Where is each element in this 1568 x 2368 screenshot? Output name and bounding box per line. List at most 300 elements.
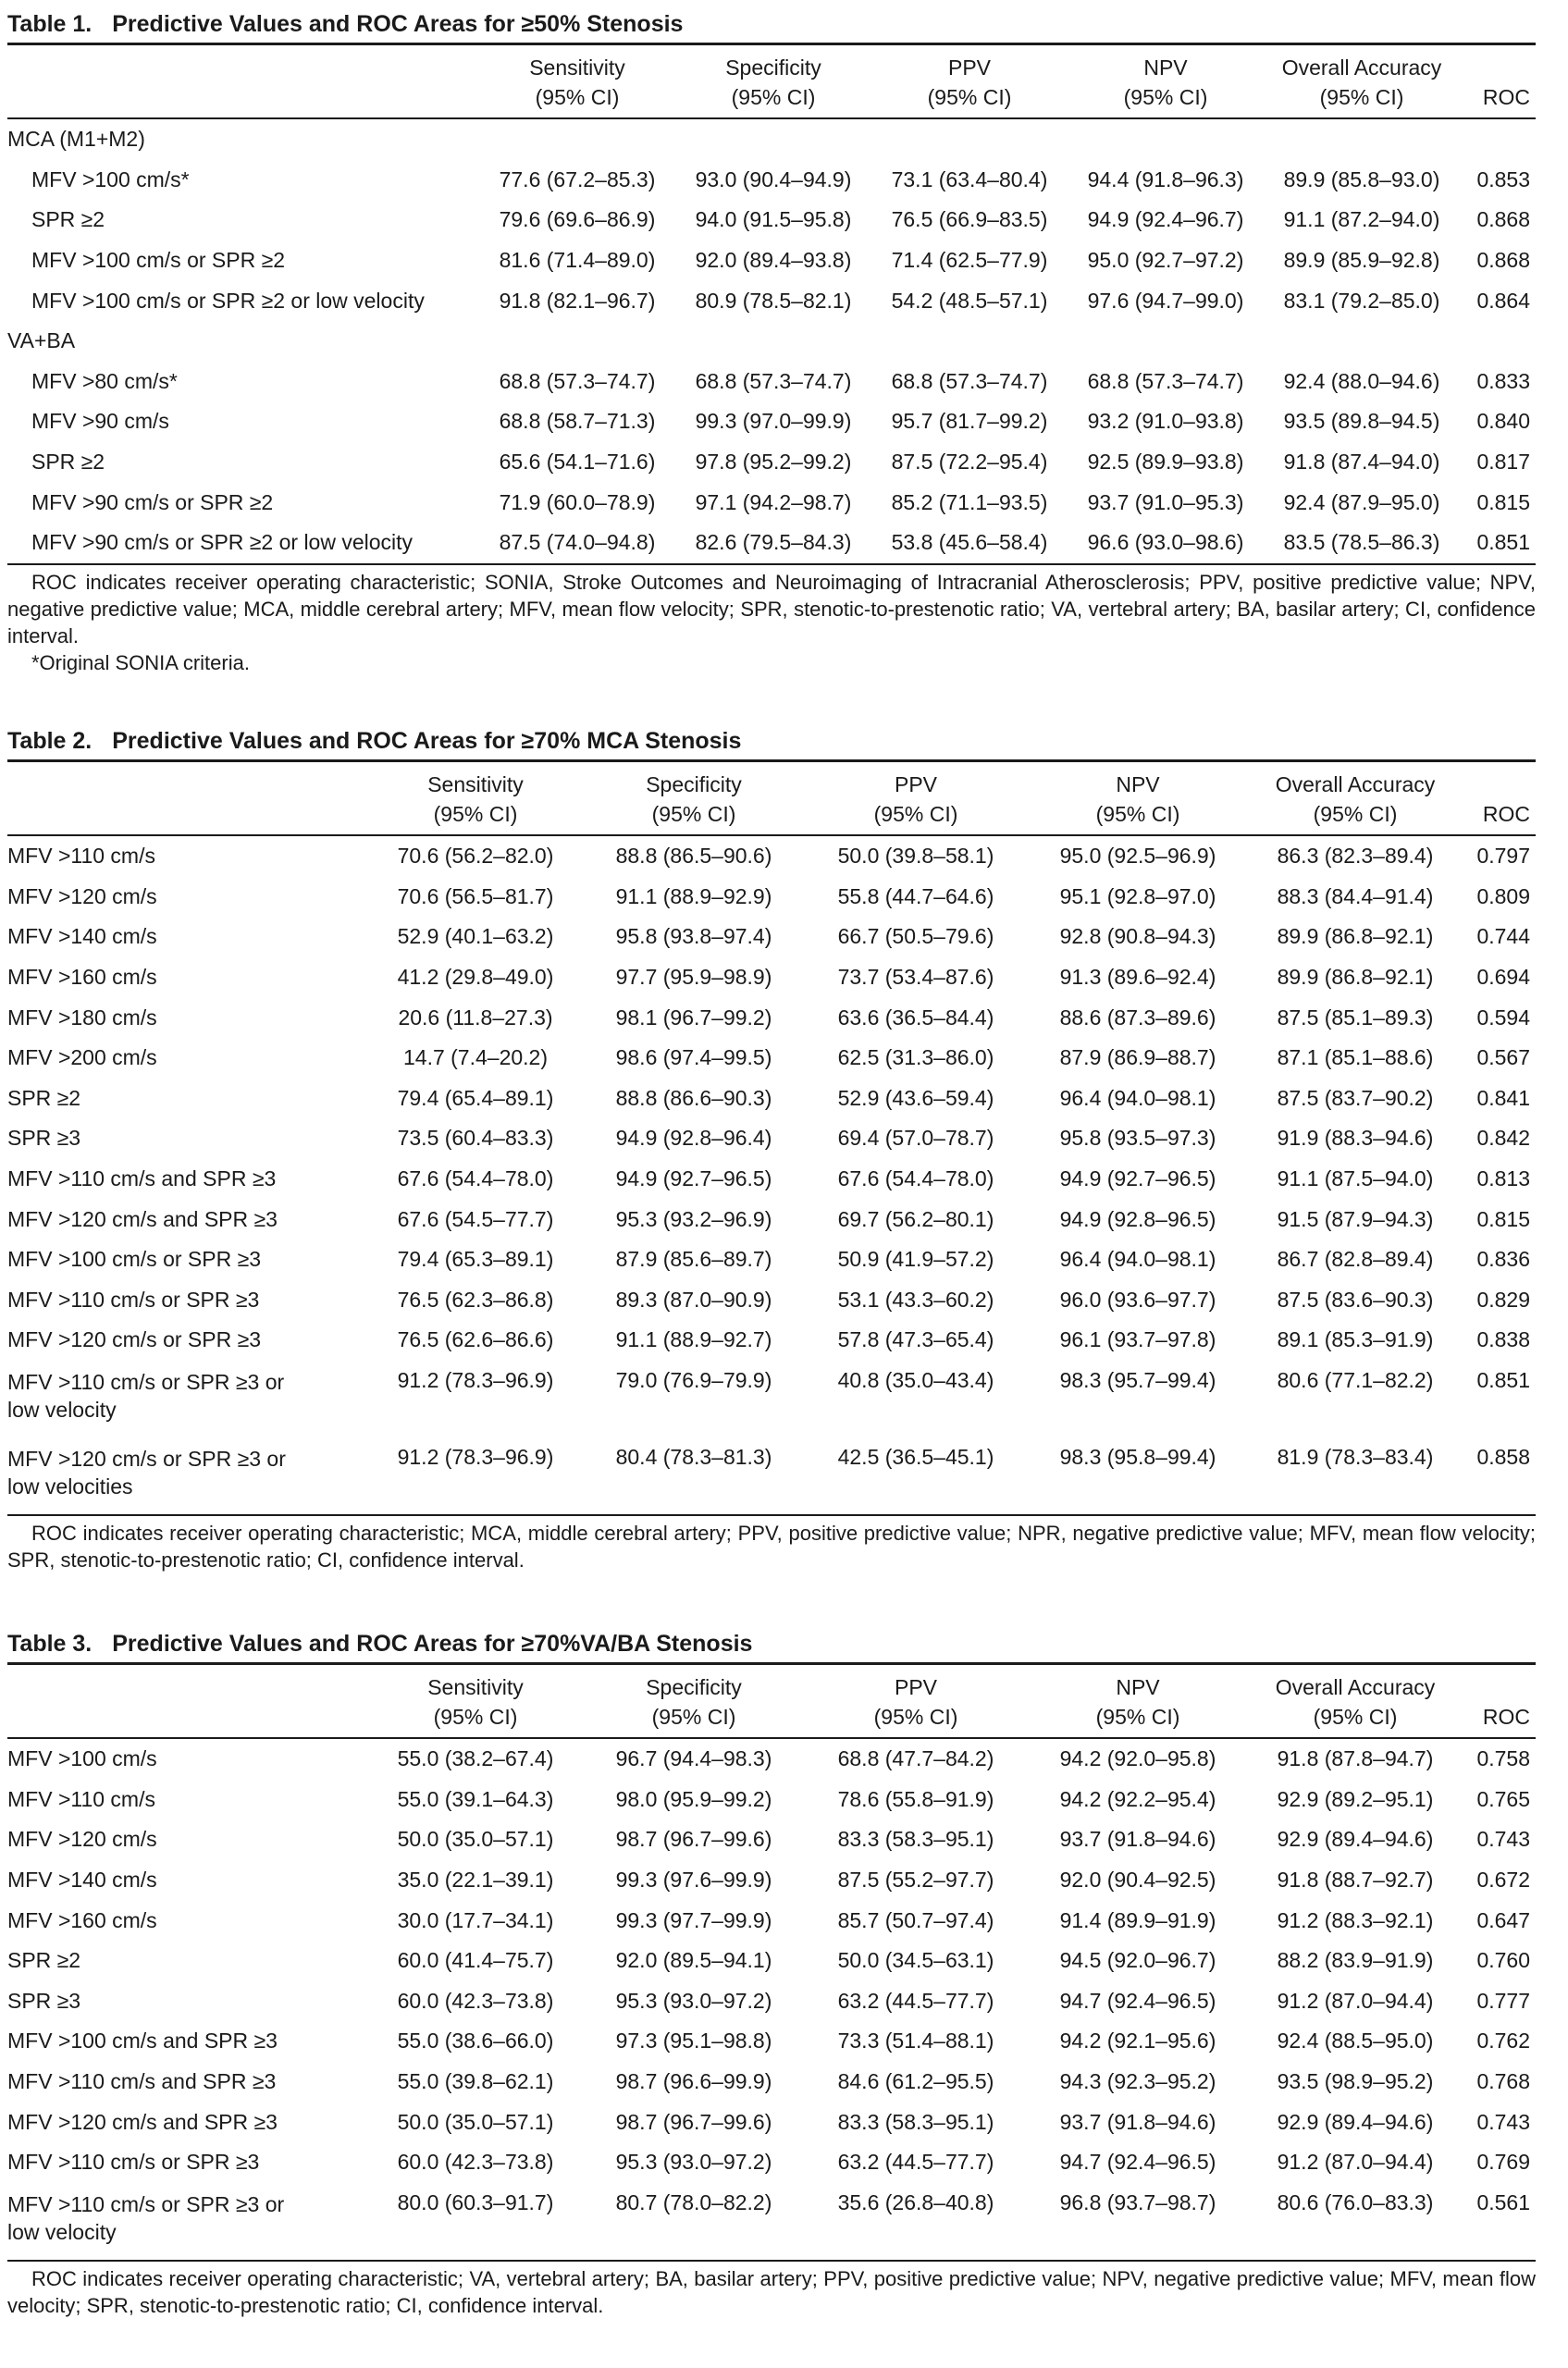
- value-cell: 95.8 (93.8–97.4): [615, 924, 772, 949]
- value-cell: 97.6 (94.7–99.0): [1087, 288, 1244, 313]
- value-cell: 88.8 (86.5–90.6): [615, 844, 772, 869]
- column-name: NPV: [1116, 1675, 1160, 1699]
- roc-cell: 0.851: [1476, 530, 1530, 555]
- value-cell: 52.9 (43.6–59.4): [837, 1085, 994, 1110]
- value-cell: 66.7 (50.5–79.6): [837, 924, 994, 949]
- value-cell: 84.6 (61.2–95.5): [837, 2069, 994, 2094]
- column-header: [675, 45, 871, 118]
- column-name: Sensitivity: [529, 56, 625, 80]
- value-cell: 88.6 (87.3–89.6): [1059, 1005, 1216, 1030]
- column-header: [368, 762, 583, 835]
- table-row: [7, 2183, 1536, 2260]
- header-blank: [7, 1665, 368, 1738]
- value-cell: 83.1 (79.2–85.0): [1283, 288, 1440, 313]
- value-cell: 94.7 (92.4–96.5): [1059, 2150, 1216, 2175]
- column-subtitle: (95% CI): [535, 85, 620, 109]
- table-row: [7, 2021, 1536, 2062]
- value-cell: 79.4 (65.3–89.1): [397, 1247, 554, 1272]
- table-row: [7, 1038, 1536, 1079]
- table-row: [7, 2062, 1536, 2103]
- column-header: [805, 762, 1027, 835]
- value-cell: 71.4 (62.5–77.9): [891, 248, 1048, 273]
- table-footnotes: [7, 2262, 1536, 2319]
- row-label: MFV >90 cm/s: [31, 409, 169, 434]
- table-row: [7, 1780, 1536, 1820]
- roc-cell: 0.815: [1476, 489, 1530, 514]
- column-subtitle: (95% CI): [873, 1705, 958, 1729]
- value-cell: 94.2 (92.1–95.6): [1059, 2029, 1216, 2054]
- value-cell: 91.8 (88.7–92.7): [1277, 1868, 1434, 1893]
- data-table: [7, 45, 1536, 563]
- table-number: Table 2.: [7, 728, 93, 754]
- column-name: Overall Accuracy: [1275, 772, 1436, 796]
- table-row: [7, 442, 1536, 483]
- value-cell: 81.9 (78.3–83.4): [1277, 1444, 1434, 1469]
- value-cell: 67.6 (54.4–78.0): [397, 1166, 554, 1191]
- column-name: ROC: [1482, 85, 1530, 109]
- value-cell: 96.0 (93.6–97.7): [1059, 1287, 1216, 1312]
- value-cell: 94.4 (91.8–96.3): [1087, 166, 1244, 191]
- column-header: [805, 1665, 1027, 1738]
- value-cell: 55.0 (39.1–64.3): [397, 1786, 554, 1811]
- value-cell: 93.2 (91.0–93.8): [1087, 409, 1244, 434]
- value-cell: 76.5 (66.9–83.5): [891, 207, 1048, 232]
- value-cell: 91.1 (87.5–94.0): [1277, 1166, 1434, 1191]
- value-cell: 55.0 (39.8–62.1): [397, 2069, 554, 2094]
- value-cell: 77.6 (67.2–85.3): [499, 166, 656, 191]
- table-row: [7, 1981, 1536, 2022]
- value-cell: 98.3 (95.7–99.4): [1059, 1367, 1216, 1392]
- row-label: MFV >100 cm/s or SPR ≥3: [7, 1247, 262, 1272]
- value-cell: 60.0 (42.3–73.8): [397, 1988, 554, 2013]
- column-subtitle: (95% CI): [1123, 85, 1208, 109]
- value-cell: 93.5 (98.9–95.2): [1277, 2069, 1434, 2094]
- value-cell: 68.8 (57.3–74.7): [695, 368, 852, 393]
- row-label: MFV >100 cm/s*: [31, 166, 190, 191]
- table-row: [7, 1159, 1536, 1200]
- value-cell: 81.6 (71.4–89.0): [499, 248, 656, 273]
- row-label: MFV >120 cm/s: [7, 883, 157, 908]
- row-label: MFV >110 cm/s and SPR ≥3: [7, 2069, 277, 2094]
- value-cell: 98.0 (95.9–99.2): [615, 1786, 772, 1811]
- value-cell: 83.5 (78.5–86.3): [1283, 530, 1440, 555]
- table-row: [7, 997, 1536, 1038]
- table-row: [7, 2102, 1536, 2142]
- value-cell: 98.6 (97.4–99.5): [615, 1045, 772, 1070]
- table-row: [7, 1118, 1536, 1159]
- group-row: [7, 321, 1536, 362]
- value-cell: 68.8 (47.7–84.2): [837, 1746, 994, 1771]
- value-cell: 98.7 (96.7–99.6): [615, 1827, 772, 1852]
- value-cell: 86.7 (82.8–89.4): [1277, 1247, 1434, 1272]
- table-row: [7, 917, 1536, 957]
- value-cell: 89.3 (87.0–90.9): [615, 1287, 772, 1312]
- row-label: MFV >160 cm/s: [7, 1907, 157, 1932]
- value-cell: 63.6 (36.5–84.4): [837, 1005, 994, 1030]
- value-cell: 30.0 (17.7–34.1): [397, 1907, 554, 1932]
- value-cell: 88.3 (84.4–91.4): [1277, 883, 1434, 908]
- column-subtitle: (95% CI): [873, 802, 958, 826]
- value-cell: 50.0 (35.0–57.1): [397, 1827, 554, 1852]
- value-cell: 97.3 (95.1–98.8): [615, 2029, 772, 2054]
- row-label: MFV >100 cm/s or SPR ≥2: [31, 248, 286, 273]
- value-cell: 80.6 (76.0–83.3): [1277, 2189, 1434, 2214]
- value-cell: 68.8 (57.3–74.7): [891, 368, 1048, 393]
- row-label: MFV >110 cm/s or SPR ≥3: [7, 2150, 260, 2175]
- value-cell: 95.3 (93.2–96.9): [615, 1206, 772, 1231]
- roc-cell: 0.769: [1476, 2150, 1530, 2175]
- value-cell: 42.5 (36.5–45.1): [837, 1444, 994, 1469]
- table-row: [7, 482, 1536, 523]
- table-1: [7, 6, 1536, 676]
- value-cell: 92.4 (87.9–95.0): [1283, 489, 1440, 514]
- value-cell: 68.8 (57.3–74.7): [1087, 368, 1244, 393]
- row-label: MFV >90 cm/s or SPR ≥2 or low velocity: [31, 530, 414, 555]
- value-cell: 94.0 (91.5–95.8): [695, 207, 852, 232]
- roc-cell: 0.743: [1476, 2109, 1530, 2134]
- value-cell: 91.2 (78.3–96.9): [397, 1367, 554, 1392]
- roc-cell: 0.594: [1476, 1005, 1530, 1030]
- value-cell: 63.2 (44.5–77.7): [837, 1988, 994, 2013]
- roc-cell: 0.833: [1476, 368, 1530, 393]
- roc-cell: 0.765: [1476, 1786, 1530, 1811]
- column-name: ROC: [1482, 802, 1530, 826]
- value-cell: 55.0 (38.2–67.4): [397, 1746, 554, 1771]
- group-label: MCA (M1+M2): [7, 127, 145, 152]
- column-header: [871, 45, 1068, 118]
- value-cell: 96.1 (93.7–97.8): [1059, 1327, 1216, 1352]
- value-cell: 57.8 (47.3–65.4): [837, 1327, 994, 1352]
- roc-cell: 0.842: [1476, 1126, 1530, 1151]
- row-label: MFV >100 cm/s and SPR ≥3: [7, 2029, 278, 2054]
- footnote: *Original SONIA criteria.: [31, 650, 250, 674]
- column-name: Specificity: [646, 772, 742, 796]
- roc-cell: 0.817: [1476, 450, 1530, 475]
- row-label: MFV >90 cm/s or SPR ≥2: [31, 489, 274, 514]
- value-cell: 78.6 (55.8–91.9): [837, 1786, 994, 1811]
- value-cell: 91.5 (87.9–94.3): [1277, 1206, 1434, 1231]
- column-name: PPV: [947, 56, 992, 80]
- table-row: [7, 1079, 1536, 1119]
- column-name: ROC: [1482, 1705, 1530, 1729]
- roc-cell: 0.868: [1476, 207, 1530, 232]
- roc-cell: 0.868: [1476, 248, 1530, 273]
- column-name: PPV: [894, 1675, 938, 1699]
- table-title: [7, 1625, 1536, 1662]
- value-cell: 95.3 (93.0–97.2): [615, 1988, 772, 2013]
- value-cell: 92.9 (89.2–95.1): [1277, 1786, 1434, 1811]
- value-cell: 50.0 (39.8–58.1): [837, 844, 994, 869]
- row-label: MFV >110 cm/s or SPR ≥3: [7, 1287, 260, 1312]
- value-cell: 62.5 (31.3–86.0): [837, 1045, 994, 1070]
- roc-cell: 0.815: [1476, 1206, 1530, 1231]
- value-cell: 73.1 (63.4–80.4): [891, 166, 1048, 191]
- value-cell: 76.5 (62.6–86.6): [397, 1327, 554, 1352]
- value-cell: 35.0 (22.1–39.1): [397, 1868, 554, 1893]
- value-cell: 65.6 (54.1–71.6): [499, 450, 656, 475]
- value-cell: 99.3 (97.0–99.9): [695, 409, 852, 434]
- column-header: [1460, 45, 1536, 118]
- roc-cell: 0.567: [1476, 1045, 1530, 1070]
- value-cell: 94.2 (92.0–95.8): [1059, 1746, 1216, 1771]
- roc-cell: 0.672: [1476, 1868, 1530, 1893]
- roc-cell: 0.841: [1476, 1085, 1530, 1110]
- value-cell: 88.8 (86.6–90.3): [615, 1085, 772, 1110]
- value-cell: 91.4 (89.9–91.9): [1059, 1907, 1216, 1932]
- row-label: SPR ≥2: [31, 450, 105, 475]
- value-cell: 60.0 (42.3–73.8): [397, 2150, 554, 2175]
- row-label: MFV >160 cm/s: [7, 965, 157, 990]
- value-cell: 14.7 (7.4–20.2): [402, 1045, 548, 1070]
- header-row: [7, 1665, 1536, 1738]
- row-label: MFV >80 cm/s*: [31, 368, 178, 393]
- row-label: MFV >120 cm/s: [7, 1827, 157, 1852]
- column-subtitle: (95% CI): [1095, 1705, 1180, 1729]
- value-cell: 68.8 (58.7–71.3): [499, 409, 656, 434]
- row-label: MFV >200 cm/s: [7, 1045, 157, 1070]
- value-cell: 93.7 (91.8–94.6): [1059, 2109, 1216, 2134]
- value-cell: 94.2 (92.2–95.4): [1059, 1786, 1216, 1811]
- value-cell: 91.9 (88.3–94.6): [1277, 1126, 1434, 1151]
- row-label: MFV >110 cm/s: [7, 844, 155, 869]
- column-subtitle: (95% CI): [651, 802, 736, 826]
- header-blank: [7, 45, 479, 118]
- table-row: [7, 1199, 1536, 1240]
- table-row: [7, 1320, 1536, 1361]
- row-label: MFV >120 cm/s or SPR ≥3: [7, 1327, 262, 1352]
- value-cell: 52.9 (40.1–63.2): [397, 924, 554, 949]
- value-cell: 97.8 (95.2–99.2): [695, 450, 852, 475]
- value-cell: 95.8 (93.5–97.3): [1059, 1126, 1216, 1151]
- column-name: Specificity: [725, 56, 821, 80]
- roc-cell: 0.797: [1476, 844, 1530, 869]
- value-cell: 53.8 (45.6–58.4): [891, 530, 1048, 555]
- data-table: [7, 1665, 1536, 2260]
- row-label: MFV >120 cm/s or SPR ≥3 or low velocities: [7, 1446, 286, 1498]
- value-cell: 79.6 (69.6–86.9): [499, 207, 656, 232]
- roc-cell: 0.743: [1476, 1827, 1530, 1852]
- value-cell: 91.2 (87.0–94.4): [1277, 2150, 1434, 2175]
- roc-cell: 0.853: [1476, 166, 1530, 191]
- column-name: Sensitivity: [427, 1675, 524, 1699]
- value-cell: 80.6 (77.1–82.2): [1277, 1367, 1434, 1392]
- value-cell: 63.2 (44.5–77.7): [837, 2150, 994, 2175]
- value-cell: 71.9 (60.0–78.9): [499, 489, 656, 514]
- row-label: SPR ≥2: [31, 207, 105, 232]
- value-cell: 98.7 (96.6–99.9): [615, 2069, 772, 2094]
- roc-cell: 0.758: [1476, 1746, 1530, 1771]
- value-cell: 94.9 (92.4–96.7): [1087, 207, 1244, 232]
- table-3: [7, 1625, 1536, 2319]
- column-name: Specificity: [646, 1675, 742, 1699]
- table-row: [7, 523, 1536, 563]
- roc-cell: 0.836: [1476, 1247, 1530, 1272]
- table-caption: Predictive Values and ROC Areas for ≥70% MCA Stenosis: [112, 728, 742, 754]
- value-cell: 87.1 (85.1–88.6): [1277, 1045, 1434, 1070]
- column-header: [1462, 1665, 1536, 1738]
- value-cell: 96.4 (94.0–98.1): [1059, 1085, 1216, 1110]
- value-cell: 93.0 (90.4–94.9): [695, 166, 852, 191]
- value-cell: 98.1 (96.7–99.2): [615, 1005, 772, 1030]
- value-cell: 92.8 (90.8–94.3): [1059, 924, 1216, 949]
- value-cell: 80.0 (60.3–91.7): [397, 2189, 554, 2214]
- value-cell: 60.0 (41.4–75.7): [397, 1948, 554, 1973]
- value-cell: 20.6 (11.8–27.3): [398, 1005, 553, 1030]
- value-cell: 87.5 (72.2–95.4): [891, 450, 1048, 475]
- value-cell: 67.6 (54.4–78.0): [837, 1166, 994, 1191]
- table-row: [7, 1819, 1536, 1860]
- table-row: [7, 1900, 1536, 1941]
- column-header: [583, 1665, 805, 1738]
- table-row: [7, 401, 1536, 442]
- row-label: SPR ≥2: [7, 1085, 81, 1110]
- value-cell: 91.3 (89.6–92.4): [1059, 965, 1216, 990]
- table-row: [7, 1941, 1536, 1981]
- value-cell: 73.5 (60.4–83.3): [397, 1126, 554, 1151]
- column-subtitle: (95% CI): [433, 802, 518, 826]
- table-row: [7, 1240, 1536, 1280]
- value-cell: 87.9 (86.9–88.7): [1059, 1045, 1216, 1070]
- roc-cell: 0.744: [1476, 924, 1530, 949]
- value-cell: 79.0 (76.9–79.9): [615, 1367, 772, 1392]
- value-cell: 96.4 (94.0–98.1): [1059, 1247, 1216, 1272]
- value-cell: 93.7 (91.0–95.3): [1087, 489, 1244, 514]
- value-cell: 91.1 (88.9–92.9): [615, 883, 772, 908]
- table-row: [7, 1860, 1536, 1901]
- value-cell: 99.3 (97.6–99.9): [615, 1868, 772, 1893]
- value-cell: 85.7 (50.7–97.4): [837, 1907, 994, 1932]
- value-cell: 53.1 (43.3–60.2): [837, 1287, 994, 1312]
- value-cell: 97.7 (95.9–98.9): [615, 965, 772, 990]
- table-title: [7, 722, 1536, 759]
- roc-cell: 0.777: [1476, 1988, 1530, 2013]
- table-row: [7, 957, 1536, 998]
- value-cell: 94.3 (92.3–95.2): [1059, 2069, 1216, 2094]
- value-cell: 80.9 (78.5–82.1): [695, 288, 852, 313]
- row-label: MFV >140 cm/s: [7, 924, 157, 949]
- column-header: [1027, 762, 1249, 835]
- column-header: [1249, 1665, 1462, 1738]
- table-caption: Predictive Values and ROC Areas for ≥70%VA/BA Stenosis: [112, 1631, 753, 1657]
- row-label: MFV >110 cm/s or SPR ≥3 or low velocity: [7, 2191, 285, 2244]
- value-cell: 54.2 (48.5–57.1): [891, 288, 1048, 313]
- table-row: [7, 1280, 1536, 1321]
- row-label: MFV >100 cm/s or SPR ≥2 or low velocity: [31, 288, 425, 313]
- column-header: [1027, 1665, 1249, 1738]
- value-cell: 73.7 (53.4–87.6): [837, 965, 994, 990]
- value-cell: 69.7 (56.2–80.1): [837, 1206, 994, 1231]
- value-cell: 87.5 (55.2–97.7): [837, 1868, 994, 1893]
- column-subtitle: (95% CI): [1313, 1705, 1398, 1729]
- value-cell: 88.2 (83.9–91.9): [1277, 1948, 1434, 1973]
- column-name: NPV: [1143, 56, 1188, 80]
- value-cell: 89.1 (85.3–91.9): [1277, 1327, 1434, 1352]
- value-cell: 89.9 (86.8–92.1): [1277, 924, 1434, 949]
- column-name: Overall Accuracy: [1281, 56, 1442, 80]
- value-cell: 83.3 (58.3–95.1): [837, 2109, 994, 2134]
- value-cell: 92.9 (89.4–94.6): [1277, 1827, 1434, 1852]
- table-row: [7, 1361, 1536, 1437]
- value-cell: 92.0 (89.4–93.8): [695, 248, 852, 273]
- value-cell: 91.8 (87.8–94.7): [1277, 1746, 1434, 1771]
- table-title: [7, 6, 1536, 43]
- value-cell: 94.9 (92.8–96.5): [1059, 1206, 1216, 1231]
- table-footnotes: [7, 1516, 1536, 1573]
- column-subtitle: (95% CI): [1319, 85, 1404, 109]
- value-cell: 98.7 (96.7–99.6): [615, 2109, 772, 2134]
- roc-cell: 0.851: [1476, 1367, 1530, 1392]
- value-cell: 55.8 (44.7–64.6): [837, 883, 994, 908]
- table-row: [7, 1739, 1536, 1780]
- column-subtitle: (95% CI): [731, 85, 816, 109]
- value-cell: 82.6 (79.5–84.3): [695, 530, 852, 555]
- value-cell: 85.2 (71.1–93.5): [891, 489, 1048, 514]
- row-label: MFV >100 cm/s: [7, 1746, 157, 1771]
- table-row: [7, 160, 1536, 201]
- value-cell: 41.2 (29.8–49.0): [397, 965, 554, 990]
- value-cell: 93.5 (89.8–94.5): [1283, 409, 1440, 434]
- table-number: Table 3.: [7, 1631, 93, 1657]
- value-cell: 95.0 (92.5–96.9): [1059, 844, 1216, 869]
- table-row: [7, 280, 1536, 321]
- value-cell: 87.5 (85.1–89.3): [1277, 1005, 1434, 1030]
- value-cell: 87.5 (74.0–94.8): [499, 530, 656, 555]
- roc-cell: 0.858: [1476, 1444, 1530, 1469]
- value-cell: 92.9 (89.4–94.6): [1277, 2109, 1434, 2134]
- value-cell: 96.6 (93.0–98.6): [1087, 530, 1244, 555]
- column-name: NPV: [1116, 772, 1160, 796]
- value-cell: 87.5 (83.7–90.2): [1277, 1085, 1434, 1110]
- table-row: [7, 200, 1536, 240]
- footnote: ROC indicates receiver operating characteristic; MCA, middle cerebral artery; PPV, positive predictive value; NPR, negative predictive value; MFV, mean flow velocity; SPR, stenotic-to-prestenotic ratio; CI, confidence interval.: [7, 1521, 1536, 1572]
- row-label: SPR ≥2: [7, 1948, 81, 1973]
- column-header: [583, 762, 805, 835]
- value-cell: 80.4 (78.3–81.3): [615, 1444, 772, 1469]
- row-label: SPR ≥3: [7, 1126, 81, 1151]
- value-cell: 92.0 (89.5–94.1): [615, 1948, 772, 1973]
- table-row: [7, 877, 1536, 918]
- column-header: [1249, 762, 1462, 835]
- value-cell: 91.2 (78.3–96.9): [397, 1444, 554, 1469]
- value-cell: 92.5 (89.9–93.8): [1087, 450, 1244, 475]
- column-header: [368, 1665, 583, 1738]
- value-cell: 94.9 (92.7–96.5): [1059, 1166, 1216, 1191]
- roc-cell: 0.838: [1476, 1327, 1530, 1352]
- roc-cell: 0.768: [1476, 2069, 1530, 2094]
- table-row: [7, 240, 1536, 281]
- value-cell: 97.1 (94.2–98.7): [695, 489, 852, 514]
- value-cell: 50.9 (41.9–57.2): [837, 1247, 994, 1272]
- table-row: [7, 836, 1536, 877]
- footnote: ROC indicates receiver operating characteristic; VA, vertebral artery; BA, basilar artery; PPV, positive predictive value; NPV, negative predictive value; MFV, mean flow velocity; SPR, stenotic-to-prestenotic ratio; CI, confidence interval.: [7, 2266, 1536, 2317]
- roc-cell: 0.809: [1476, 883, 1530, 908]
- table-row: [7, 2142, 1536, 2183]
- value-cell: 89.9 (85.8–93.0): [1283, 166, 1440, 191]
- value-cell: 91.1 (87.2–94.0): [1283, 207, 1440, 232]
- column-header: [1462, 762, 1536, 835]
- value-cell: 70.6 (56.5–81.7): [397, 883, 554, 908]
- footnote: ROC indicates receiver operating characteristic; SONIA, Stroke Outcomes and Neuroimaging of Intracranial Atherosclerosis; PPV, positive predictive value; NPV, negative predictive value; MCA, middle cerebral artery; MFV, mean flow velocity; SPR, stenotic-to-prestenotic ratio; VA, vertebral artery; BA, basilar artery; CI, confidence interval.: [7, 570, 1536, 648]
- value-cell: 91.1 (88.9–92.7): [615, 1327, 772, 1352]
- value-cell: 94.9 (92.7–96.5): [615, 1166, 772, 1191]
- value-cell: 95.1 (92.8–97.0): [1059, 883, 1216, 908]
- roc-cell: 0.840: [1476, 409, 1530, 434]
- column-subtitle: (95% CI): [433, 1705, 518, 1729]
- value-cell: 40.8 (35.0–43.4): [837, 1367, 994, 1392]
- column-subtitle: (95% CI): [927, 85, 1012, 109]
- value-cell: 35.6 (26.8–40.8): [837, 2189, 994, 2214]
- table-number: Table 1.: [7, 11, 93, 37]
